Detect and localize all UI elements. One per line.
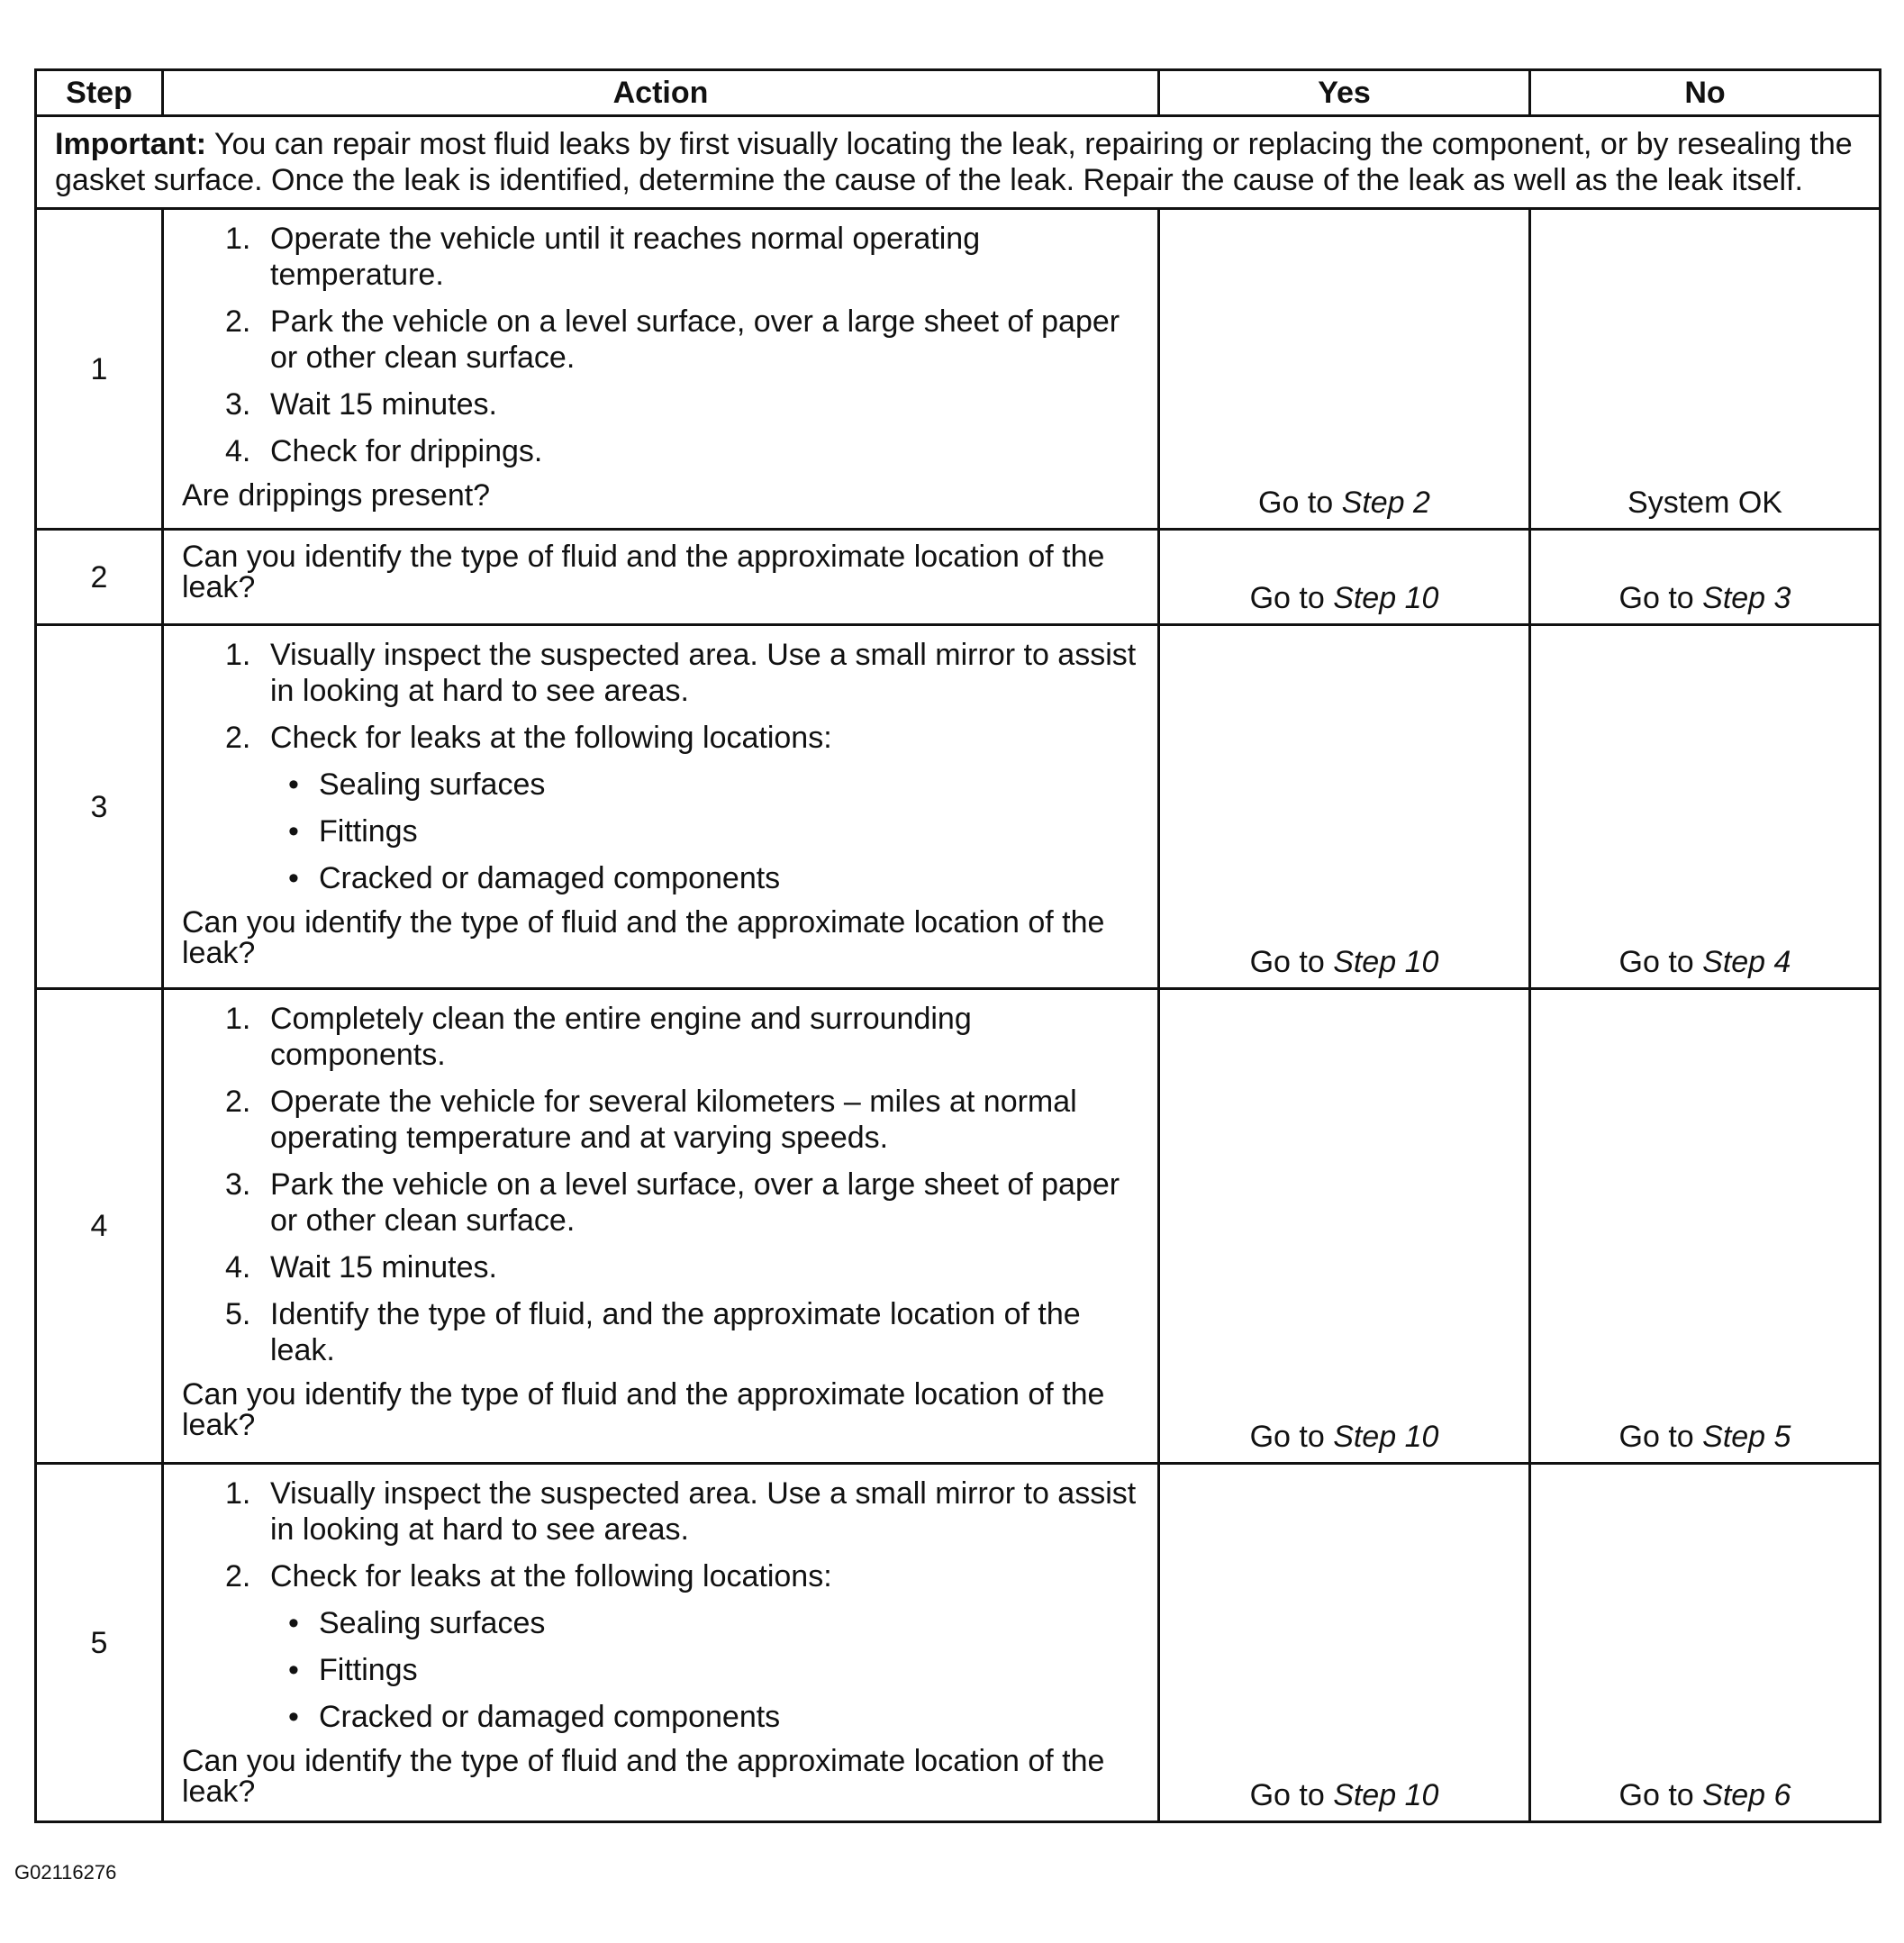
action-step-number: 1. bbox=[225, 1476, 251, 1511]
figure-id: G02116276 bbox=[14, 1861, 117, 1884]
no-result-cell bbox=[1530, 209, 1881, 530]
yes-result-prefix: Go to bbox=[1258, 486, 1342, 520]
action-cell bbox=[163, 209, 1159, 530]
action-steps-list bbox=[182, 637, 1139, 896]
step-number: 4 bbox=[36, 989, 163, 1464]
yes-result-target: Step 10 bbox=[1333, 945, 1439, 979]
no-result-cell bbox=[1530, 530, 1881, 625]
important-note bbox=[36, 116, 1881, 209]
action-question: Can you identify the type of fluid and the approximate location of the leak? bbox=[182, 1377, 1105, 1442]
yes-result-prefix: Go to bbox=[1249, 1420, 1334, 1454]
table-row bbox=[36, 209, 1881, 530]
no-result-prefix: Go to bbox=[1618, 581, 1703, 615]
action-step-number: 1. bbox=[225, 638, 251, 672]
action-cell bbox=[163, 625, 1159, 989]
action-step-text: Check for leaks at the following locations: bbox=[270, 721, 832, 755]
action-step-number: 4. bbox=[225, 1250, 251, 1285]
action-step-number: 5. bbox=[225, 1297, 251, 1331]
no-result-prefix: Go to bbox=[1618, 945, 1703, 979]
yes-result-cell bbox=[1159, 1464, 1530, 1822]
action-step-item bbox=[225, 1475, 1139, 1548]
action-step-text: Park the vehicle on a level surface, over a large sheet of paper or other clean surface. bbox=[270, 1167, 1120, 1238]
action-step-item bbox=[225, 637, 1139, 709]
location-bullet-item: • Fittings bbox=[288, 813, 1139, 849]
yes-result-prefix: Go to bbox=[1249, 945, 1334, 979]
action-step-number: 3. bbox=[225, 1167, 251, 1202]
location-bullet-item: • Sealing surfaces bbox=[288, 1605, 1139, 1641]
location-bullet-item: • Cracked or damaged components bbox=[288, 860, 1139, 896]
action-step-text: Identify the type of fluid, and the approximate location of the leak. bbox=[270, 1297, 1081, 1367]
action-step-text: Visually inspect the suspected area. Use a small mirror to assist in looking at hard to see areas. bbox=[270, 638, 1137, 708]
location-bullet-item: • Fittings bbox=[288, 1652, 1139, 1688]
action-step-number: 4. bbox=[225, 434, 251, 468]
action-step-text: Park the vehicle on a level surface, over a large sheet of paper or other clean surface. bbox=[270, 304, 1120, 375]
action-question: Can you identify the type of fluid and the approximate location of the leak? bbox=[182, 1744, 1105, 1809]
yes-result-target: Step 10 bbox=[1333, 581, 1439, 615]
action-steps-list bbox=[182, 221, 1139, 469]
action-step-item bbox=[225, 1167, 1139, 1239]
action-cell bbox=[163, 1464, 1159, 1822]
action-step-number: 2. bbox=[225, 721, 251, 755]
table-row bbox=[36, 1464, 1881, 1822]
yes-result-prefix: Go to bbox=[1249, 1778, 1334, 1812]
action-step-text: Wait 15 minutes. bbox=[270, 387, 497, 422]
important-label: Important: bbox=[55, 127, 207, 161]
action-step-number: 2. bbox=[225, 1559, 251, 1593]
no-result-prefix: Go to bbox=[1618, 1420, 1703, 1454]
action-step-text: Check for drippings. bbox=[270, 434, 543, 468]
no-result-prefix: System OK bbox=[1627, 486, 1782, 520]
no-result-target: Step 5 bbox=[1702, 1420, 1791, 1454]
header-no: No bbox=[1530, 70, 1881, 116]
no-result-target: Step 6 bbox=[1702, 1778, 1791, 1812]
action-step-text: Visually inspect the suspected area. Use a small mirror to assist in looking at hard to see areas. bbox=[270, 1476, 1137, 1547]
no-result-cell bbox=[1530, 989, 1881, 1464]
action-step-number: 1. bbox=[225, 1002, 251, 1036]
yes-result-cell bbox=[1159, 530, 1530, 625]
action-step-text: Check for leaks at the following locations: bbox=[270, 1559, 832, 1593]
action-step-item bbox=[225, 433, 1139, 469]
yes-result-target: Step 10 bbox=[1333, 1420, 1439, 1454]
table-row bbox=[36, 530, 1881, 625]
action-cell bbox=[163, 989, 1159, 1464]
important-text: You can repair most fluid leaks by first visually locating the leak, repairing or replacing the component, or by resealing the gasket surface. Once the leak is identified, determine the cause of the leak. Repair the cause of the leak as well as the leak itself. bbox=[55, 127, 1853, 197]
action-step-item bbox=[225, 221, 1139, 293]
action-question: Can you identify the type of fluid and the approximate location of the leak? bbox=[182, 905, 1105, 970]
action-step-text: Operate the vehicle until it reaches normal operating temperature. bbox=[270, 222, 981, 292]
yes-result-cell bbox=[1159, 989, 1530, 1464]
action-step-number: 1. bbox=[225, 222, 251, 256]
action-step-item bbox=[225, 1084, 1139, 1156]
step-number: 3 bbox=[36, 625, 163, 989]
important-row bbox=[36, 116, 1881, 209]
action-step-item bbox=[225, 1296, 1139, 1368]
action-step-number: 3. bbox=[225, 387, 251, 422]
location-bullet-list bbox=[270, 767, 1139, 896]
header-yes: Yes bbox=[1159, 70, 1530, 116]
table-row bbox=[36, 989, 1881, 1464]
action-step-item bbox=[225, 304, 1139, 376]
header-step: Step bbox=[36, 70, 163, 116]
step-number: 5 bbox=[36, 1464, 163, 1822]
action-step-text: Operate the vehicle for several kilometers – miles at normal operating temperature and at varying speeds. bbox=[270, 1085, 1077, 1155]
location-bullet-item: • Sealing surfaces bbox=[288, 767, 1139, 803]
header-action: Action bbox=[163, 70, 1159, 116]
action-cell bbox=[163, 530, 1159, 625]
yes-result-target: Step 2 bbox=[1341, 486, 1430, 520]
action-question: Are drippings present? bbox=[182, 478, 491, 513]
no-result-target: Step 4 bbox=[1702, 945, 1791, 979]
table-row bbox=[36, 625, 1881, 989]
action-steps-list bbox=[182, 1001, 1139, 1368]
action-step-number: 2. bbox=[225, 1085, 251, 1119]
step-number: 1 bbox=[36, 209, 163, 530]
yes-result-cell bbox=[1159, 209, 1530, 530]
header-row bbox=[36, 70, 1881, 116]
yes-result-target: Step 10 bbox=[1333, 1778, 1439, 1812]
action-step-item bbox=[225, 386, 1139, 422]
action-step-item bbox=[225, 720, 1139, 896]
yes-result-prefix: Go to bbox=[1249, 581, 1334, 615]
no-result-cell bbox=[1530, 625, 1881, 989]
action-steps-list bbox=[182, 1475, 1139, 1735]
table-body bbox=[36, 116, 1881, 1822]
action-step-number: 2. bbox=[225, 304, 251, 339]
action-step-text: Completely clean the entire engine and surrounding components. bbox=[270, 1002, 972, 1072]
no-result-target: Step 3 bbox=[1702, 581, 1791, 615]
location-bullet-list bbox=[270, 1605, 1139, 1735]
action-step-item bbox=[225, 1249, 1139, 1285]
action-question: Can you identify the type of fluid and the approximate location of the leak? bbox=[182, 540, 1105, 604]
no-result-prefix: Go to bbox=[1618, 1778, 1703, 1812]
action-step-text: Wait 15 minutes. bbox=[270, 1250, 497, 1285]
action-step-item bbox=[225, 1001, 1139, 1073]
location-bullet-item: • Cracked or damaged components bbox=[288, 1699, 1139, 1735]
step-number: 2 bbox=[36, 530, 163, 625]
action-step-item bbox=[225, 1558, 1139, 1735]
diagnostic-table bbox=[34, 68, 1881, 1823]
yes-result-cell bbox=[1159, 625, 1530, 989]
no-result-cell bbox=[1530, 1464, 1881, 1822]
